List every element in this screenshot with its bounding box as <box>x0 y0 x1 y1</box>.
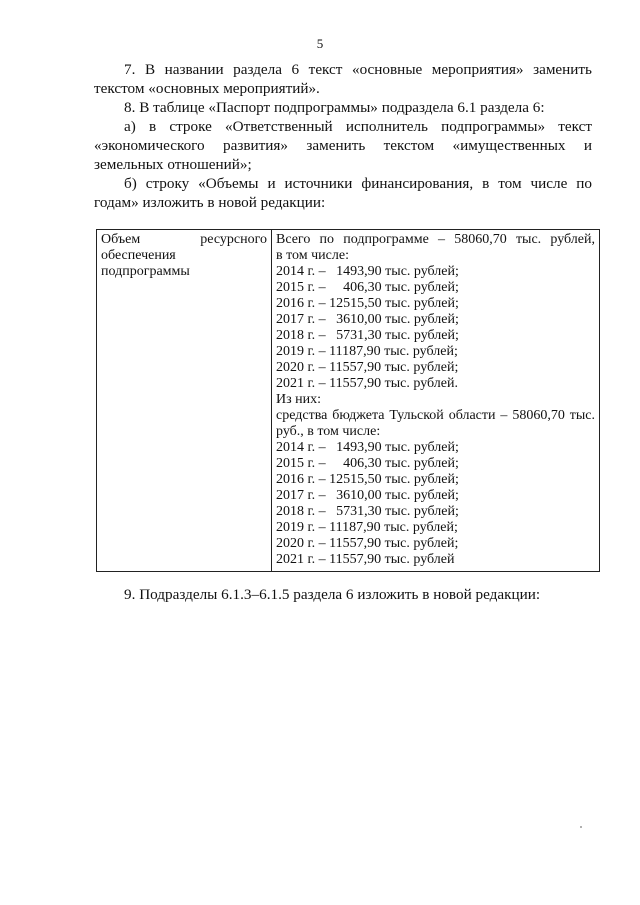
label-line-3: подпрограммы <box>101 264 190 279</box>
total-year-2021: 2021 г. – 11557,90 тыс. рублей. <box>276 376 458 391</box>
of-them-label: Из них: <box>276 392 322 407</box>
budget-year-2019: 2019 г. – 11187,90 тыс. рублей; <box>276 520 458 535</box>
scan-speck <box>580 826 582 828</box>
total-line: Всего по подпрограмме – 58060,70 тыс. рублей, <box>276 232 595 247</box>
budget-year-2018: 2018 г. – 5731,30 тыс. рублей; <box>276 504 459 519</box>
document-body <box>94 60 595 604</box>
total-year-2015: 2015 г. – 406,30 тыс. рублей; <box>276 280 459 295</box>
total-year-2020: 2020 г. – 11557,90 тыс. рублей; <box>276 360 459 375</box>
label-word-volume: Объем <box>101 232 141 247</box>
label-cell <box>97 230 272 572</box>
total-year-2018: 2018 г. – 5731,30 тыс. рублей; <box>276 328 459 343</box>
paragraph-8b: б) строку «Объемы и источники финансирования, в том числе по годам» изложить в новой редакции: <box>94 175 592 211</box>
budget-year-2020: 2020 г. – 11557,90 тыс. рублей; <box>276 536 459 551</box>
total-year-2017: 2017 г. – 3610,00 тыс. рублей; <box>276 312 459 327</box>
value-cell <box>272 230 600 572</box>
budget-year-2021: 2021 г. – 11557,90 тыс. рублей <box>276 552 455 567</box>
budget-including: руб., в том числе: <box>276 424 381 439</box>
total-year-2014: 2014 г. – 1493,90 тыс. рублей; <box>276 264 459 279</box>
paragraph-9: 9. Подразделы 6.1.3–6.1.5 раздела 6 изложить в новой редакции: <box>124 586 541 603</box>
budget-line: средства бюджета Тульской области – 58060,70 тыс. <box>276 408 595 423</box>
label-line-1 <box>101 232 267 248</box>
budget-year-2017: 2017 г. – 3610,00 тыс. рублей; <box>276 488 459 503</box>
total-year-2019: 2019 г. – 11187,90 тыс. рублей; <box>276 344 458 359</box>
label-word-resource: ресурсного <box>200 232 267 247</box>
paragraph-8a: а) в строке «Ответственный исполнитель подпрограммы» текст «экономического развития» заменить текстом «имущественных и земельных отношений»; <box>94 118 592 173</box>
label-line-2: обеспечения <box>101 248 176 263</box>
page-number: 5 <box>316 36 324 51</box>
budget-year-2016: 2016 г. – 12515,50 тыс. рублей; <box>276 472 459 487</box>
paragraph-7: 7. В названии раздела 6 текст «основные мероприятия» заменить текстом «основных мероприятий». <box>94 61 592 97</box>
total-year-2016: 2016 г. – 12515,50 тыс. рублей; <box>276 296 459 311</box>
table-row <box>97 230 600 572</box>
budget-year-2015: 2015 г. – 406,30 тыс. рублей; <box>276 456 459 471</box>
budget-year-2014: 2014 г. – 1493,90 тыс. рублей; <box>276 440 459 455</box>
paragraph-8: 8. В таблице «Паспорт подпрограммы» подраздела 6.1 раздела 6: <box>124 99 545 116</box>
passport-table <box>96 229 600 572</box>
total-including: в том числе: <box>276 248 349 263</box>
